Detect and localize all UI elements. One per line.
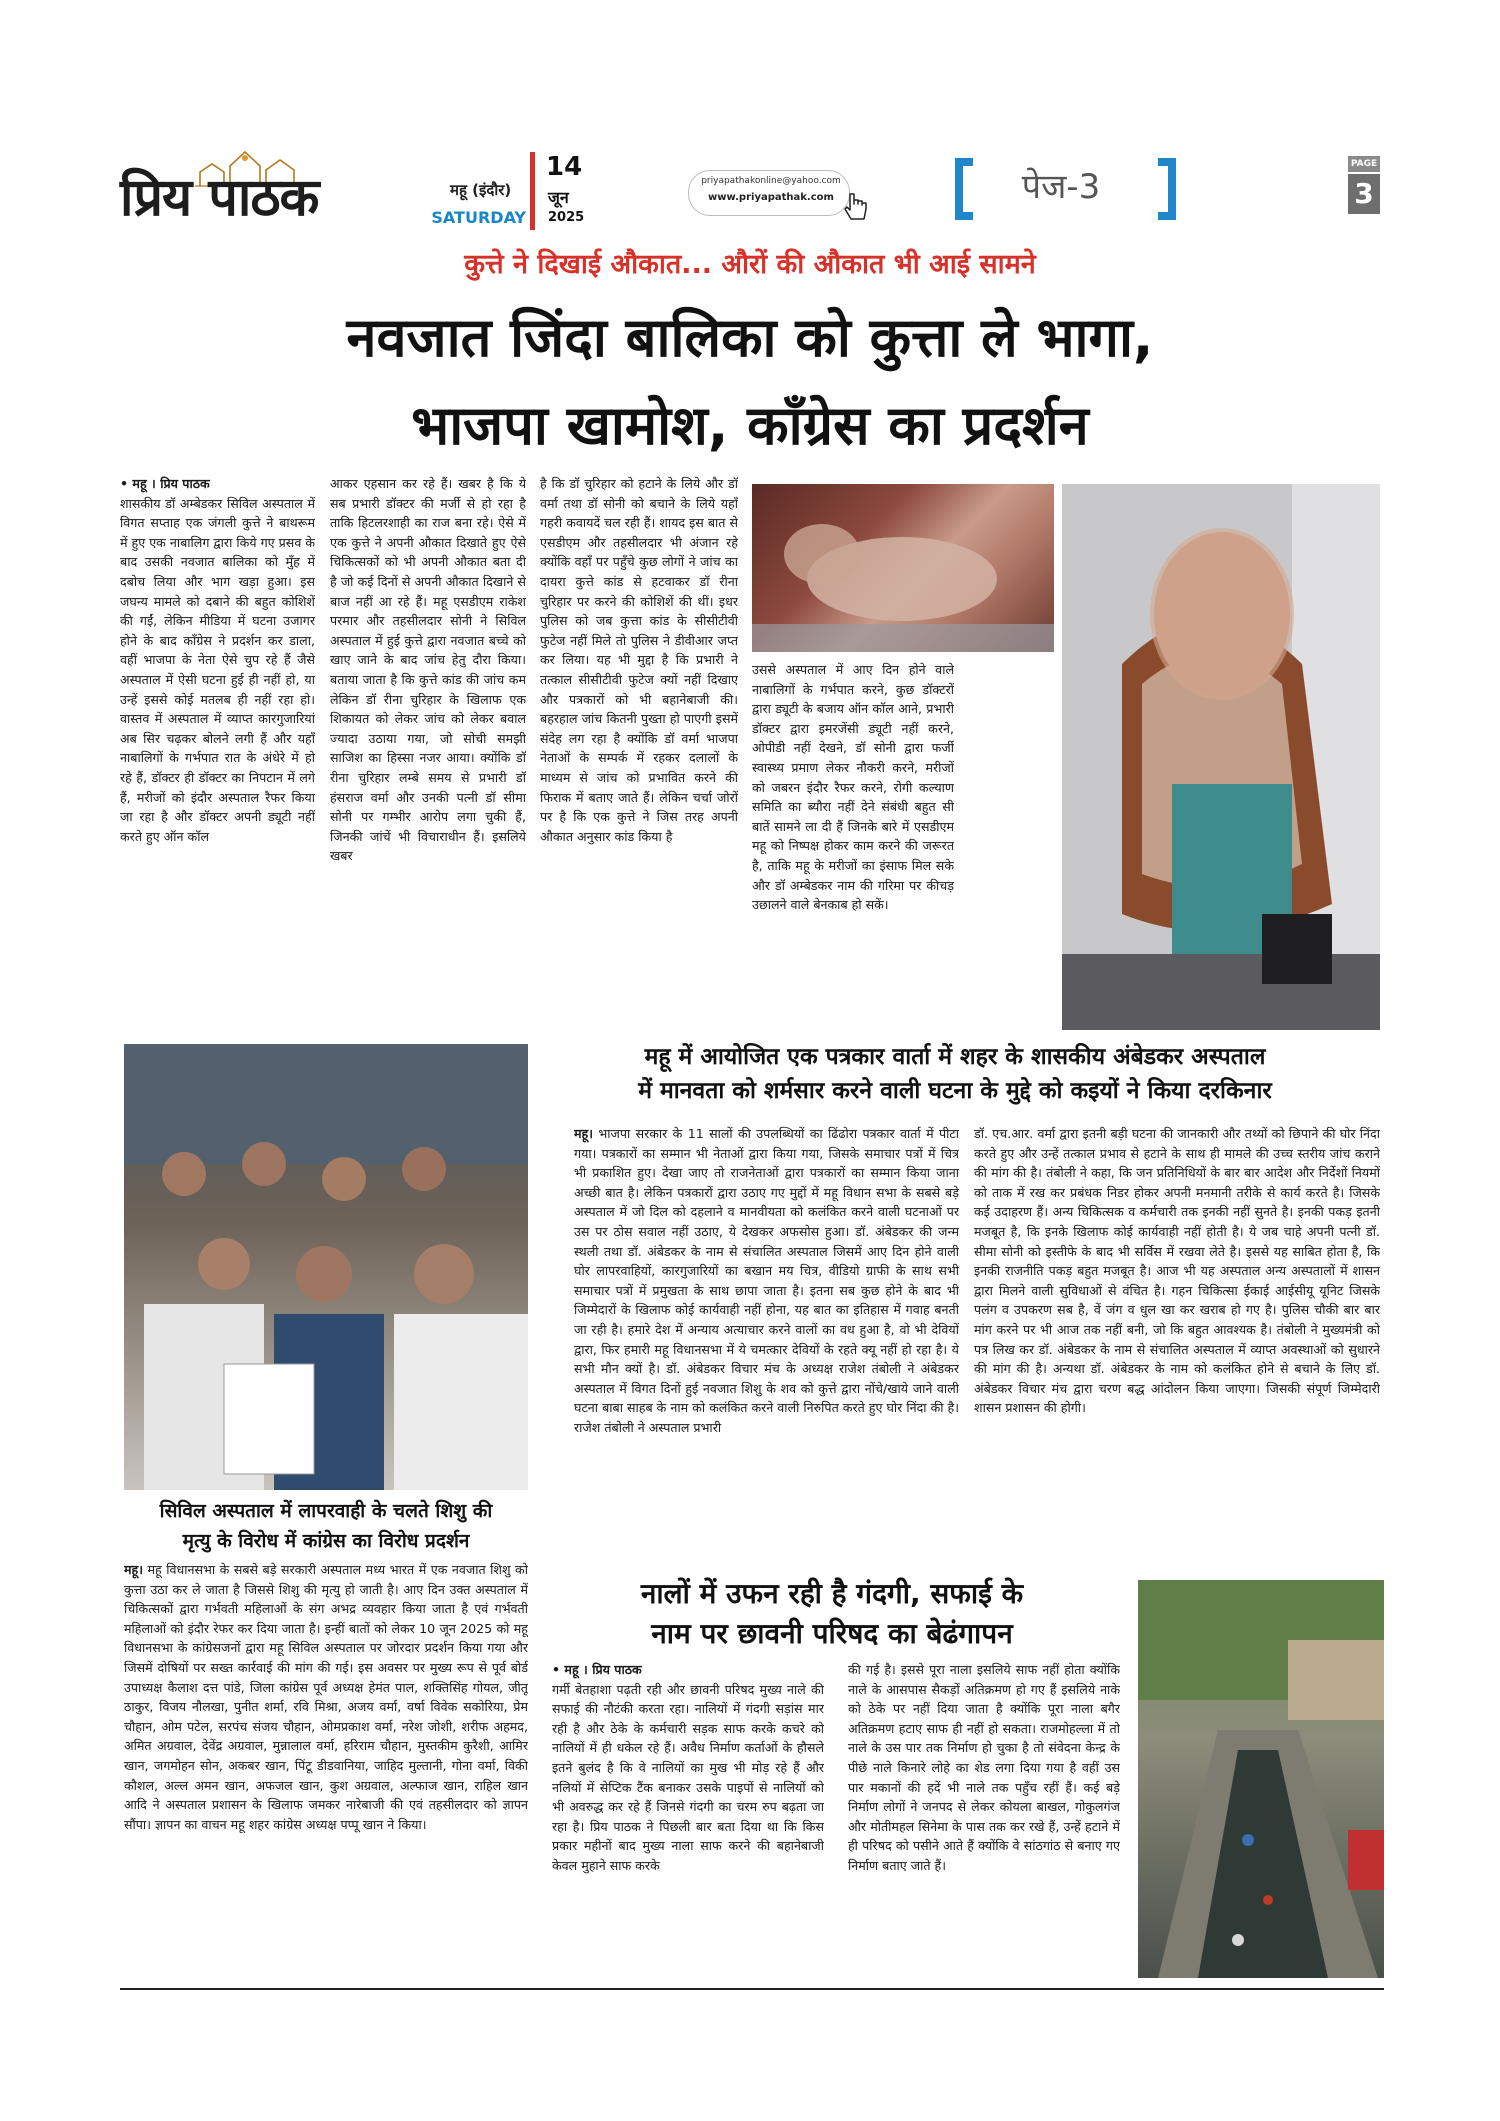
- date-month: जून: [548, 188, 569, 207]
- page-number: 3: [1348, 174, 1380, 214]
- page-bracket-left: [955, 158, 963, 220]
- weekday-label: SATURDAY: [431, 208, 526, 227]
- press-headline-line2: में मानवता को शर्मसार करने वाली घटना के मुद्दे को कइयों ने किया दरकिनार: [638, 1078, 1272, 1104]
- drain-story-text-2: की गई है। इससे पूरा नाला इसलिये साफ नहीं होता क्योंकि नाले के आसपास सैकड़ों अतिक्रमण हो गए हैं इसलिये नाके को ठेके पर नहीं दिया जाता है क्योंकि पूरा नाला बगैर अतिक्रमण हटाए साफ ही नहीं हो सकता। राजमोहल्ला में तो नाले के उस पार तक निर्माण हो चुका है तो संवेदना केन्द्र के पीछे नाले किनारे लोहे का शेड लगा दिया गया है वहीं उस पार मकानों की हदें भी नाले तक पहुँच रहीं हैं। कई बड़े निर्माण लोगों ने जनपद से लेकर कोयला बाखल, गोकुलगंज और मोतीमहल सिनेमा के पास तक कर रखे हैं, उन्हें हटाने में ही परिषद को पसीने आते हैं क्योंकि वे सांठगांठ से बनाए गए निर्माण बताए जाते हैं।: [848, 1662, 1120, 1873]
- pointing-hand-icon: [842, 192, 870, 222]
- page-tag: PAGE: [1348, 156, 1380, 172]
- drain-story-col-2: [848, 1660, 1120, 1978]
- date-divider: [530, 152, 535, 230]
- protest-photo: [124, 1044, 528, 1490]
- page-bracket-left-bottom: [955, 212, 973, 220]
- main-story-text-2: आकर एहसान कर रहे हैं। खबर है कि ये सब प्रभारी डॉक्टर की मर्जी से हो रहा है ताकि हिटलरशाही का राज बना रहे। ऐसे में एक कुत्ते ने अपनी औकात दिखाते हुए ऐसे चिकित्सकों को भी अपनी औकात बता दी है जो कई दिनों से अपनी औकात दिखाने से बाज नहीं आ रहे हैं। महू एसडीएम राकेश परमार और तहसीलदार सोनी ने सिविल अस्पताल में हुई कुत्ते द्वारा नवजात बच्चे को खाए जाने के बाद जांच हेतु दौरा किया। बताया जाता है कि कुत्ते कांड की जांच कम लेकिन डॉ रीना चुरिहार के खिलाफ एक शिकायत को लेकर जांच को लेकर बवाल ज्यादा उठाया गया, जो सोची समझी साजिश का हिस्सा नजर आया। क्योंकि डॉ रीना चुरिहार लम्बे समय से प्रभारी डॉ हंसराज वर्मा और उनकी पत्नी डॉ सीमा सोनी पर गम्भीर आरोप लगा चुकी हैं, जिनकी जांचें भी विचाराधीन हैं। इसलिये खबर: [330, 476, 526, 864]
- page-bracket-right: [1168, 158, 1176, 220]
- main-headline-line1: नवजात जिंदा बालिका को कुत्ता ले भागा,: [346, 306, 1154, 369]
- main-story-text-1: शासकीय डॉ अम्बेडकर सिविल अस्पताल में विगत सप्ताह एक जंगली कुत्ते ने बाथरूम में हुए एक नाबालिग द्वारा किये गए प्रसव के बाद उसकी नवजात बालिका को मुँह में दबोच लिया और भाग खड़ा हुआ। इस जघन्य मामले को दबाने की बहुत कोशिशें की गईं, लेकिन मीडिया में घटना उजागर होने के बाद कॉंग्रेस ने प्रदर्शन कर डाला, वहीं भाजपा के नेता ऐसे चुप रहे हैं जैसे अस्पताल में ऐसी घटना हुई ही नहीं हो, या उन्हें इससे कोई मतलब ही नहीं रहा हो। वास्तव में अस्पताल में व्याप्त कारगुजारियां अब सिर चढ़कर बोलने लगी हैं और यहाँ नाबालिगों के गर्भपात रात के अंधेरे में हो रहे हैं, डॉक्टर ही डॉक्टर का निपटान में लगे हैं, मरीजों को इंदौर अस्पताल रैफर किया जा रहा है और डॉक्टर अपनी ड्यूटी नहीं करते हुए ऑन कॉल: [120, 495, 315, 844]
- press-headline-line1: महू में आयोजित एक पत्रकार वार्ता में शहर के शासकीय अंबेडकर अस्पताल: [644, 1044, 1266, 1070]
- page-bracket-left-top: [955, 158, 973, 166]
- main-story-byline: • महू । प्रिय पाठक: [120, 476, 210, 491]
- drain-story-byline: • महू । प्रिय पाठक: [552, 1662, 642, 1677]
- newborn-photo: [752, 484, 1054, 652]
- press-story-col-2: [974, 1124, 1380, 1556]
- date-day: 14: [546, 152, 583, 182]
- protest-caption-line1: सिविल अस्पताल में लापरवाही के चलते शिशु की: [159, 1500, 493, 1522]
- main-story-text-3: है कि डॉ चुरिहार को हटाने के लिये और डॉ वर्मा तथा डॉ सोनी को बचाने के लिये यहाँ गहरी कवायदें चल रही हैं। शायद इस बात से एसडीएम और तहसीलदार भी अंजान रहे क्योंकि वहाँ पर पहुँचे कुछ लोगों ने जांच का दायरा कुत्ते कांड से हटवाकर डॉ रीना चुरिहार पर करने की कोशिशें की थीं। इधर पुलिस को जब कुत्ता कांड के सीसीटीवी फुटेज नहीं मिले तो पुलिस ने डीवीआर जप्त कर लिया। यह भी मुद्दा है कि प्रभारी ने तत्काल सीसीटीवी फुटेज क्यों नहीं दिखाए और पत्रकारों को भी बहानेबाजी की। बहरहाल जांच कितनी पुख्ता हो पाएगी इसमें संदेह लग रहा है क्योंकि डॉ वर्मा भाजपा नेताओं के सम्पर्क में रहकर दलालों के माध्यम से जांच को प्रभावित करने की फिराक में बताए जाते हैं। लेकिन चर्चा जोरों पर है कि एक कुत्ते ने जिस तरह अपनी औकात अनुसार कांड किया है: [540, 476, 738, 844]
- drain-photo: [1138, 1580, 1384, 1978]
- press-story-byline: महू।: [574, 1126, 593, 1141]
- girl-photo: [1062, 484, 1380, 1030]
- main-headline-line2: भाजपा खामोश, काँग्रेस का प्रदर्शन: [411, 394, 1089, 457]
- contact-website[interactable]: www.priyapathak.com: [708, 192, 834, 203]
- main-story-col-2: [330, 474, 526, 1034]
- main-story-text-4: उससे अस्पताल में आए दिन होने वाले नाबालिगों के गर्भपात करने, कुछ डॉक्टरों द्वारा ड्यूटी के बजाय ऑन कॉल आने, प्रभारी डॉक्टर द्वारा इमरजेंसी ड्यूटी नहीं करने, ओपीडी नहीं देखने, डॉ सोनी द्वारा फर्जी स्वास्थ्य प्रमाण लेकर नौकरी करने, मरीजों को जबरन इंदौर रैफर करने, रोगी कल्याण समिति का ब्यौरा नहीं देने संबंधी बहुत सी बातें सामने ला दी हैं जिनके बारे में एसडीएम महू को निष्पक्ष होकर काम करने की जरूरत है, ताकि महू के मरीजों का इंसाफ मिल सके और डॉ अम्बेडकर नाम की गरिमा पर कीचड़ उछालने वाले बेनकाब हो सकें।: [752, 662, 954, 913]
- protest-story-byline: महू।: [124, 1562, 143, 1577]
- page-label: पेज-3: [1021, 167, 1101, 207]
- protest-story-text-block: [124, 1560, 528, 1978]
- logo: प्रिय पाठक: [120, 167, 319, 228]
- press-story-text-2: डॉ. एच.आर. वर्मा द्वारा इतनी बड़ी घटना की जानकारी और तथ्यों को छिपाने की घोर निंदा करते हुए और उन्हें तत्काल प्रभाव से हटाने के साथ ही मामले की उच्च स्तरीय जांच कराने की मांग की है। तंबोली ने कहा, कि जन प्रतिनिधियों के बार बार आदेश और निर्देशों नियमों को ताक में रख कर प्रबंधक निडर होकर अपनी मनमानी तरीके से कार्य करते है। जिसके कई उदाहरण हैं। अन्य चिकित्सक व कर्मचारी तक इनकी नहीं सुनते है। इनकी पकड़ इतनी मजबूत है, कि इनके खिलाफ कोई कार्यवाही नहीं होती है। ये जब चाहे अपनी पत्नी डॉ. सीमा सोनी को इस्तीफे के बाद भी सर्विस में रखवा लेते है। इससे यह साबित होता है, कि इनकी राजनीति पकड़ बहुत मजबूत है। आज भी यह अस्पताल अन्य अस्पतालों में शासन द्वारा मिलने वाली सुविधाओं से वंचित है। गहन चिकित्सा ईकाई आईसीयू यूनिट जिसके पलंग व उपकरण सब है, वें जंग व धुल खा कर खराब हो गए है। पुलिस चौकी बार बार मांग करने पर भी आज तक नहीं बनी, जो कि बहुत आवश्यक है। तंबोली ने मुख्यमंत्री को पत्र लिख कर डॉ. अंबेडकर के नाम से संचालित अस्पताल में व्याप्त अवस्थाओं को सुधारने की मांग की है। अन्यथा डॉ. अंबेडकर के नाम को कलंकित होने से बचाने के लिए डॉ. अंबेडकर विचार मंच द्वारा चरण बद्ध आंदोलन किया जाएगा। जिसकी संपूर्ण जिम्मेदारी शासन प्रशासन की होगी।: [974, 1126, 1380, 1416]
- protest-story-text: महू विधानसभा के सबसे बड़े सरकारी अस्पताल मध्य भारत में एक नवजात शिशु को कुत्ता उठा कर ले जाता है जिससे शिशु की मृत्यु हो जाती है। आए दिन उक्त अस्पताल में चिकित्सकों द्वारा गर्भवती महिलाओं के संग अभद्र व्यवहार किया जाता है एवं गर्भवती महिलाओं को इंदौर रेफर कर दिया जाता है। इन्हीं बातों को लेकर 10 जून 2025 को महू विधानसभा के कांग्रेसजनों द्वारा महू सिविल अस्पताल पर जोरदार प्रदर्शन किया गया और जिसमें दोषियों पर सख्त कार्रवाई की मांग की गई। इस अवसर पर मुख्य रूप से पूर्व बोर्ड उपाध्यक्ष कैलाश दत्त पांडे, जिला कांग्रेस पूर्व अध्यक्ष हेमंत पाल, शक्तिसिंह गोयल, जीतू ठाकुर, विजय नौलखा, पुनीत शर्मा, रवि मिश्रा, अजय वर्मा, वर्षा विवेक सकोरिया, प्रेम चौहान, ओम पटेल, सरपंच संजय चौहान, ओमप्रकाश वर्मा, नरेश जोशी, शरीफ अहमद, अमित अग्रवाल, देवेंद्र अग्रवाल, मुन्नालाल वर्मा, हरिराम चौहान, मुस्तकीम कुरैशी, आमिर खान, जगमोहन सोन, अकबर खान, पिंटू डीडवानिया, जाहिद मुल्तानी, गोना वर्मा, विकी कौशल, अल्ल अमन खान, अफजल खान, कुश अग्रवाल, अल्फाज खान, राहिल खान आदि ने अस्पताल प्रशासन के खिलाफ जमकर नारेबाजी की एवं तहसीलदार को ज्ञापन सौंपा। ज्ञापन का वाचन महू शहर कांग्रेस अध्यक्ष पप्पू खान ने किया।: [124, 1562, 528, 1832]
- press-story-text-1: भाजपा सरकार के 11 सालों की उपलब्धियों का ढिंढोरा पत्रकार वार्ता में पीटा गया। पत्रकारों का सम्मान भी नेताओं द्वारा किया गया, जिसके समाचार पत्रों में चित्र भी प्रकाशित हुए। देखा जाए तो राजनेताओं द्वारा पत्रकारों का सम्मान किया जाना अच्छी बात है। लेकिन पत्रकारों द्वारा उठाए गए मुद्दों में महू विधान सभा के सबसे बड़े अस्पताल में जो दिल को दहलाने व मानवीयता को कलंकित करने वाली घटनाओं पर उस पर ठोस सवाल नहीं उठाए, ये देखकर अफसोस हुआ। डॉ. अंबेडकर की जन्म स्थली तथा डॉ. अंबेडकर के नाम से संचालित अस्पताल जिसमें आए दिन होने वाली घोर लापरवाहियों, कारगुजारियों का बखान मय चित्र, वीडियो ग्राफी के साथ सभी समाचार पत्रों में प्रमुखता के साथ छापा जाता है। इतना सब कुछ होने के बाद भी जिम्मेदारों के खिलाफ कोई कार्यवाही नहीं होना, यह बात का इतिहास में गवाह बनती जा रही है। हमारे देश में अन्याय अत्याचार करने वालों का वध हुआ है, वो भी देवियों द्वारा, फिर हमारी महू विधानसभा में ये चमत्कार देवियों के रहते क्यू नहीं हो रहा है। ये सभी मौन क्यों है। डॉ. अंबेडकर विचार मंच के अध्यक्ष राजेश तंबोली ने अंबेडकर अस्पताल में विगत दिनों हुई नवजात शिशु के शव को कुत्ते द्वारा नोंचे/खाये जाने वाली घटना बाबा साहब के नाम को कलंकित करने वाली निरुपित करते हुए घोर निंदा की है। राजेश तंबोली ने अस्पताल प्रभारी: [574, 1126, 959, 1435]
- masthead: [120, 150, 1380, 232]
- main-story-col-1: [120, 474, 315, 1034]
- drain-headline-line2: नाम पर छावनी परिषद का बेढंगापन: [651, 1617, 1013, 1650]
- bottom-rule: [120, 1988, 1384, 1990]
- page-bracket-right-top: [1158, 158, 1176, 166]
- date-year: 2025: [548, 210, 585, 225]
- drain-story-col-1: [552, 1660, 824, 1978]
- city-label: महू (इंदौर): [450, 181, 512, 199]
- protest-caption-line2: मृत्यु के विरोध में कांग्रेस का विरोध प्रदर्शन: [182, 1530, 470, 1552]
- page-bracket-right-bottom: [1158, 212, 1176, 220]
- drain-story-text-1: गर्मी बेतहाशा पढ़ती रही और छावनी परिषद मुख्य नाले की सफाई की नौटंकी करता रहा। नालियों में गंदगी सड़ांस मार रही है और ठेके के कर्मचारी सड़क साफ करके कचरे को नालियों में ही धकेल रहे हैं। अवैध निर्माण कर्ताओं के हौसले इतने बुलंद है कि वे नालियों का मुख भी मोड़ रहे हैं और नलियों में सेप्टिक टैंक बनाकर उसके पाइपों से नालियों को भी अवरुद्ध कर रहे हैं जिनसे गंदगी का चरम रुप बढ़ता जा रहा है। प्रिय पाठक ने पिछली बार बता दिया था कि किस प्रकार महीनों बाद मुख्य नाला साफ करने की बहानेबाजी केवल मुहाने साफ करके: [552, 1681, 824, 1873]
- main-story-col-3: [540, 474, 738, 1034]
- drain-headline-line1: नालों में उफन रही है गंदगी, सफाई के: [640, 1577, 1024, 1610]
- contact-email[interactable]: priyapathakonline@yahoo.com: [701, 176, 841, 186]
- main-story-col-4: [752, 660, 954, 1034]
- press-story-col-1: [574, 1124, 959, 1556]
- kicker: कुत्ते ने दिखाई औकात... औरों की औकात भी आई सामने: [464, 249, 1036, 280]
